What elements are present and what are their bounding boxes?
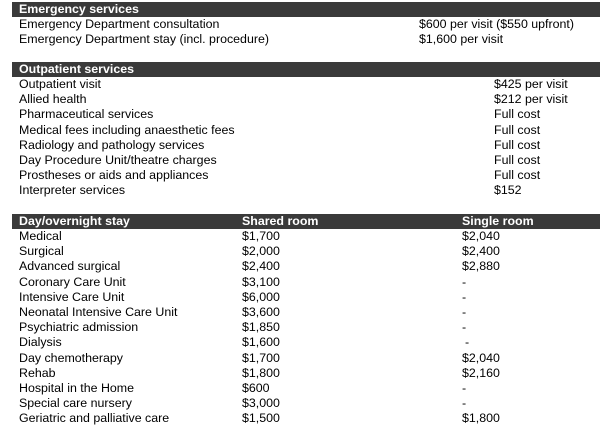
single-room-price: - xyxy=(462,289,467,304)
service-label: Medical fees including anaesthetic fees xyxy=(19,122,235,137)
service-label: Emergency Department consultation xyxy=(19,17,220,31)
overnight-stay-title: Day/overnight stay xyxy=(19,214,130,228)
table-row xyxy=(12,123,600,138)
service-price: Full cost xyxy=(494,107,541,122)
stay-label: Dialysis xyxy=(19,335,62,350)
service-price: $425 per visit xyxy=(494,77,568,91)
emergency-services-header xyxy=(12,2,600,17)
stay-label: Special care nursery xyxy=(19,396,132,411)
single-room-price: - xyxy=(462,380,467,395)
shared-room-column-header: Shared room xyxy=(242,214,319,228)
service-label: Radiology and pathology services xyxy=(19,137,205,152)
stay-label: Coronary Care Unit xyxy=(19,274,126,289)
service-label: Emergency Department stay (incl. procedure) xyxy=(19,32,269,47)
service-price: Full cost xyxy=(494,122,541,137)
outpatient-services-section xyxy=(12,62,600,199)
service-price: $600 per visit ($550 upfront) xyxy=(419,17,574,31)
overnight-stay-header xyxy=(12,214,600,229)
shared-room-price: $3,100 xyxy=(242,274,280,289)
service-price: $1,600 per visit xyxy=(419,32,504,47)
table-row xyxy=(12,107,600,122)
shared-room-price: $1,700 xyxy=(242,350,280,365)
single-room-column-header: Single room xyxy=(462,214,534,228)
stay-label: Surgical xyxy=(19,244,64,259)
single-room-price: $1,800 xyxy=(462,411,500,426)
single-room-price: $2,400 xyxy=(462,244,500,259)
shared-room-price: $6,000 xyxy=(242,289,280,304)
table-row xyxy=(12,290,600,305)
shared-room-price: $2,400 xyxy=(242,259,280,274)
table-row xyxy=(12,275,600,290)
service-label: Prostheses or aids and appliances xyxy=(19,168,209,183)
table-row xyxy=(12,153,600,168)
shared-room-price: $1,600 xyxy=(242,335,280,350)
shared-room-price: $3,600 xyxy=(242,304,280,319)
service-label: Interpreter services xyxy=(19,183,126,198)
service-label: Pharmaceutical services xyxy=(19,107,154,122)
stay-label: Psychiatric admission xyxy=(19,320,139,335)
table-row xyxy=(12,381,600,396)
table-row xyxy=(12,320,600,335)
single-room-price: $2,040 xyxy=(462,350,500,365)
single-room-price: $2,040 xyxy=(462,229,500,243)
table-row xyxy=(12,366,600,381)
service-price: Full cost xyxy=(494,137,541,152)
single-room-price: $2,880 xyxy=(462,259,500,274)
shared-room-price: $1,800 xyxy=(242,365,280,380)
table-row xyxy=(12,259,600,274)
table-row xyxy=(12,183,600,198)
service-price: $212 per visit xyxy=(494,92,568,107)
table-row xyxy=(12,168,600,183)
single-room-price: - xyxy=(462,396,467,411)
stay-label: Advanced surgical xyxy=(19,259,121,274)
service-label: Day Procedure Unit/theatre charges xyxy=(19,152,217,167)
stay-label: Hospital in the Home xyxy=(19,380,135,395)
table-row xyxy=(12,244,600,259)
outpatient-services-title: Outpatient services xyxy=(19,62,135,76)
table-row xyxy=(12,396,600,411)
service-price: $152 xyxy=(494,183,522,198)
outpatient-services-header xyxy=(12,62,600,77)
stay-label: Day chemotherapy xyxy=(19,350,123,365)
table-row xyxy=(12,305,600,320)
emergency-services-section xyxy=(12,2,600,47)
service-price: Full cost xyxy=(494,152,541,167)
shared-room-price: $1,700 xyxy=(242,229,280,243)
table-row xyxy=(12,335,600,350)
table-row xyxy=(12,411,600,426)
shared-room-price: $1,850 xyxy=(242,320,280,335)
stay-label: Neonatal Intensive Care Unit xyxy=(19,304,178,319)
stay-label: Geriatric and palliative care xyxy=(19,411,170,426)
single-room-price: $2,160 xyxy=(462,365,500,380)
single-room-price: - xyxy=(462,320,467,335)
table-row xyxy=(12,229,600,244)
service-price: Full cost xyxy=(494,168,541,183)
shared-room-price: $600 xyxy=(242,380,270,395)
single-room-price: - xyxy=(462,304,467,319)
service-label: Outpatient visit xyxy=(19,77,101,91)
single-room-price: - xyxy=(465,335,470,350)
shared-room-price: $1,500 xyxy=(242,411,280,426)
table-row xyxy=(12,138,600,153)
table-row xyxy=(12,77,600,92)
service-label: Allied health xyxy=(19,92,87,107)
table-row xyxy=(12,32,600,47)
table-row xyxy=(12,92,600,107)
stay-label: Rehab xyxy=(19,365,56,380)
table-row xyxy=(12,351,600,366)
overnight-stay-section xyxy=(12,214,600,426)
stay-label: Intensive Care Unit xyxy=(19,289,125,304)
stay-label: Medical xyxy=(19,229,62,243)
single-room-price: - xyxy=(462,274,467,289)
shared-room-price: $3,000 xyxy=(242,396,280,411)
emergency-services-title: Emergency services xyxy=(19,2,139,16)
shared-room-price: $2,000 xyxy=(242,244,280,259)
table-row xyxy=(12,17,600,32)
